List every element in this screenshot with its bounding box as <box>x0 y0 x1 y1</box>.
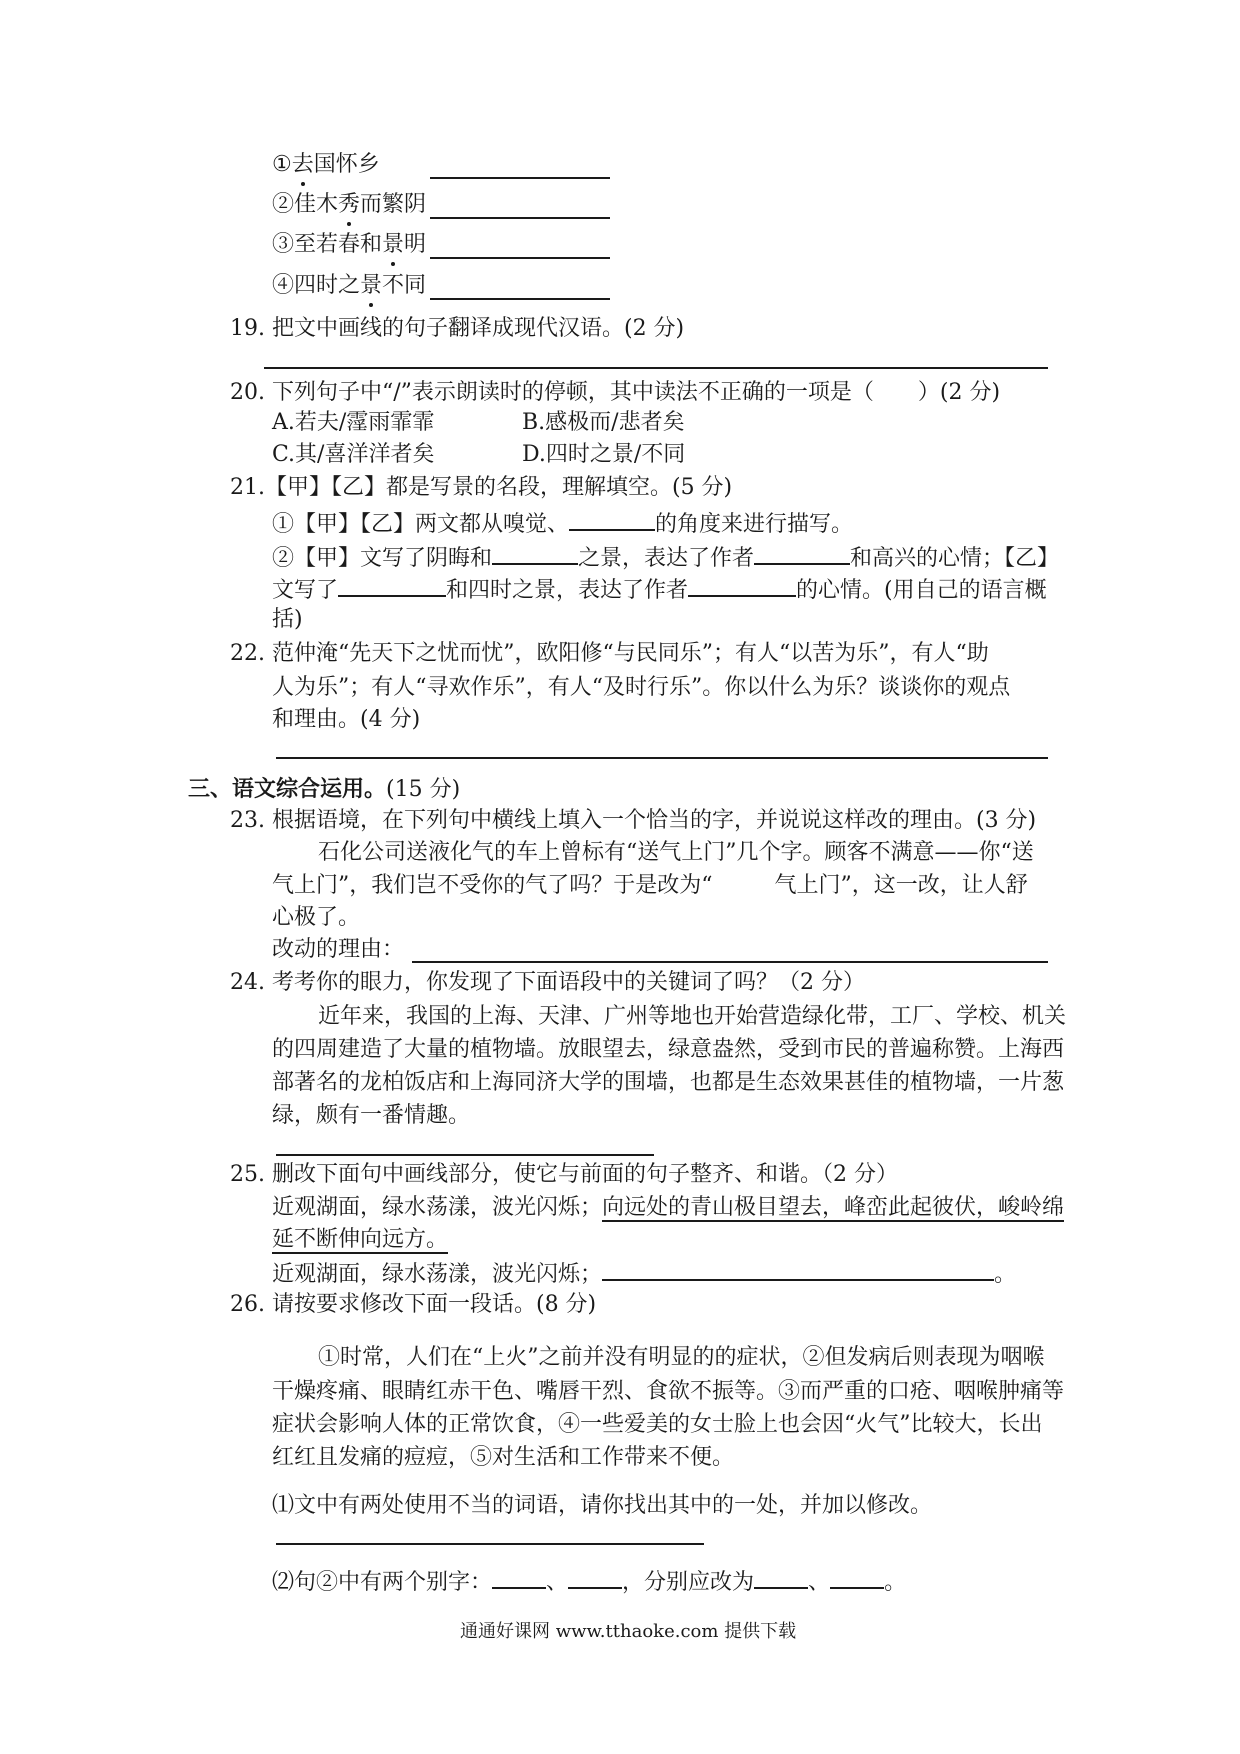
q21-line-2 <box>272 541 1059 574</box>
q24-passage-line-1: 近年来，我国的上海、天津、广州等地也开始营造绿化带，工厂、学校、机关 <box>318 1004 1067 1029</box>
q25-sentence-line-1 <box>272 1193 1064 1223</box>
q18-item-2-rest: 而繁阴 <box>360 192 427 217</box>
q26-sub-question-2-sep-1: 、 <box>546 1570 569 1595</box>
q21-line-1-text-b: 的角度来进行描写。 <box>655 512 854 537</box>
q18-item-2 <box>272 190 426 220</box>
q18-item-1-rest: 国怀乡 <box>313 152 380 177</box>
q25-answer-prefix: 近观湖面，绿水荡漾，波光闪烁； <box>272 1262 603 1287</box>
q26-correction-blank-2[interactable] <box>830 1565 884 1589</box>
q26-typo-blank-1[interactable] <box>492 1565 546 1589</box>
q21-line-4: 括) <box>272 607 303 632</box>
q18-item-3-blank[interactable] <box>430 257 610 259</box>
q22-line-1: 22. 范仲淹“先天下之忧而忧”，欧阳修“与民同乐”；有人“以苦为乐”，有人“助 <box>230 641 989 666</box>
q26-passage-line-3: 症状会影响人体的正常饮食，④一些爱美的女士脸上也会因“火气”比较大，长出 <box>272 1412 1043 1437</box>
q26-typo-blank-2[interactable] <box>568 1565 622 1589</box>
q20-option-d: D.四时之景/不同 <box>522 442 686 467</box>
q20-question: 20. 下列句子中“/”表示朗读时的停顿，其中读法不正确的一项是（ ）(2 分) <box>230 380 1001 405</box>
q26-sub-question-2-text-a: ⑵句②中有两个别字： <box>272 1570 493 1595</box>
q21-blank-2[interactable] <box>492 541 578 565</box>
q25-answer-row <box>272 1257 1016 1290</box>
q24-passage-line-4: 绿，颇有一番情趣。 <box>272 1103 471 1128</box>
q18-item-4-prefix: ④四时之 <box>272 273 361 298</box>
q23-question: 23. 根据语境，在下列句中横线上填入一个恰当的字，并说说这样改的理由。(3 分) <box>230 808 1037 833</box>
q22-answer-line[interactable] <box>276 757 1048 759</box>
q18-item-2-dotted-char: 秀 <box>338 190 360 220</box>
q18-item-1 <box>272 150 380 180</box>
q23-reason-line[interactable] <box>412 961 1048 963</box>
q25-sentence-underlined-part-1: 向远处的青山极目望去，峰峦此起彼伏，峻岭绵 <box>602 1195 1065 1220</box>
q26-question: 26. 请按要求修改下面一段话。(8 分) <box>230 1292 597 1317</box>
q24-question: 24. 考考你的眼力，你发现了下面语段中的关键词了吗？（2 分） <box>230 970 865 995</box>
q26-passage-line-2: 干燥疼痛、眼睛红赤干色、嘴唇干烈、食欲不振等。③而严重的口疮、咽喉肿痛等 <box>272 1379 1065 1404</box>
q26-passage-line-4: 红红且发痛的痘痘，⑤对生活和工作带来不便。 <box>272 1445 735 1470</box>
q24-passage-line-3: 部著名的龙柏饭店和上海同济大学的围墙，也都是生态效果甚佳的植物墙，一片葱 <box>272 1070 1065 1095</box>
q24-passage-line-2: 的四周建造了大量的植物墙。放眼望去，绿意盎然，受到市民的普遍称赞。上海西 <box>272 1037 1065 1062</box>
q20-option-b: B.感极而/悲者矣 <box>522 410 685 435</box>
q19-question: 19. 把文中画线的句子翻译成现代汉语。(2 分) <box>230 316 685 341</box>
q25-answer-period: 。 <box>994 1262 1017 1287</box>
q21-line-3-text-b: 和四时之景，表达了作者 <box>446 578 689 603</box>
q25-question: 25. 删改下面句中画线部分，使它与前面的句子整齐、和谐。（2 分） <box>230 1162 898 1187</box>
q24-answer-line[interactable] <box>276 1154 654 1156</box>
q18-item-3-prefix: ③至若春和 <box>272 232 383 257</box>
q21-line-3-text-a: 文写了 <box>272 578 339 603</box>
q23-passage-line-1: 石化公司送液化气的车上曾标有“送气上门”几个字。顾客不满意——你“送 <box>318 840 1034 865</box>
q22-line-3: 和理由。(4 分) <box>272 707 421 732</box>
q21-blank-1[interactable] <box>569 507 655 531</box>
q21-line-1-text-a: ①【甲】【乙】两文都从嗅觉、 <box>272 512 570 537</box>
q20-option-c: C.其/喜洋洋者矣 <box>272 442 435 467</box>
q26-correction-blank-1[interactable] <box>754 1565 808 1589</box>
q26-sub-question-1: ⑴文中有两处使用不当的词语，请你找出其中的一处，并加以修改。 <box>272 1493 933 1518</box>
q21-blank-5[interactable] <box>688 573 796 597</box>
q18-item-2-prefix: ②佳木 <box>272 192 339 217</box>
q23-passage-line-2 <box>272 871 1028 901</box>
q26-sub-question-2-sep-2: 、 <box>808 1570 831 1595</box>
q21-blank-3[interactable] <box>754 541 850 565</box>
q22-line-2: 人为乐”；有人“寻欢作乐”，有人“及时行乐”。你以什么为乐？谈谈你的观点 <box>272 675 1011 700</box>
q18-item-2-blank[interactable] <box>430 217 610 219</box>
footer-source: 通通好课网 www.tthaoke.com 提供下载 <box>460 1621 797 1642</box>
q21-line-2-text-c: 和高兴的心情；【乙】 <box>850 546 1060 571</box>
q18-item-3-dotted-char: 景 <box>382 230 404 260</box>
q21-question: 21.【甲】【乙】都是写景的名段，理解填空。(5 分) <box>230 475 733 500</box>
section-3-score: (15 分) <box>386 777 461 802</box>
q18-item-1-dotted-char: 去 <box>292 150 314 180</box>
q21-line-3 <box>272 573 1047 606</box>
q19-answer-line[interactable] <box>264 367 1048 369</box>
q21-line-1 <box>272 507 853 540</box>
section-3-heading <box>188 774 460 805</box>
q18-item-3-rest: 明 <box>404 232 427 257</box>
q21-line-2-text-a: ②【甲】文写了阴晦和 <box>272 546 493 571</box>
q26-sub-question-2-end: 。 <box>884 1570 907 1595</box>
q18-item-4-rest: 不同 <box>382 273 427 298</box>
q20-option-a: A.若夫/霪雨霏霏 <box>272 410 435 435</box>
q23-passage-line-2-a: 气上门”，我们岂不受你的气了吗？于是改为“ <box>272 873 713 898</box>
q18-item-3 <box>272 230 426 260</box>
q18-item-4-dotted-char: 景 <box>360 271 382 301</box>
section-3-title: 三、语文综合运用。 <box>188 776 387 802</box>
q26-passage-line-1: ①时常，人们在“上火”之前并没有明显的的症状，②但发病后则表现为咽喉 <box>318 1345 1045 1370</box>
q18-item-4-blank[interactable] <box>430 298 610 300</box>
q21-line-2-text-b: 之景，表达了作者 <box>578 546 755 571</box>
q26-sub-question-1-answer-line[interactable] <box>276 1543 704 1545</box>
q23-passage-line-2-b: 气上门”，这一改，让人舒 <box>774 873 1028 898</box>
q18-item-1-prefix: ① <box>272 152 292 177</box>
q26-sub-question-2 <box>272 1565 906 1598</box>
q23-passage-line-3: 心极了。 <box>272 905 361 930</box>
q18-item-1-blank[interactable] <box>430 177 610 179</box>
q21-blank-4[interactable] <box>338 573 446 597</box>
q23-reason-label: 改动的理由： <box>272 937 405 962</box>
q21-line-3-text-c: 的心情。(用自己的语言概 <box>796 578 1047 603</box>
q25-sentence-underlined-part-2: 延不断伸向远方。 <box>272 1227 449 1252</box>
q26-sub-question-2-text-b: ，分别应改为 <box>622 1570 755 1595</box>
q18-item-4 <box>272 271 426 301</box>
q25-answer-blank[interactable] <box>602 1257 994 1281</box>
q25-sentence-plain: 近观湖面，绿水荡漾，波光闪烁； <box>272 1195 603 1220</box>
q25-sentence-line-2 <box>272 1225 448 1255</box>
